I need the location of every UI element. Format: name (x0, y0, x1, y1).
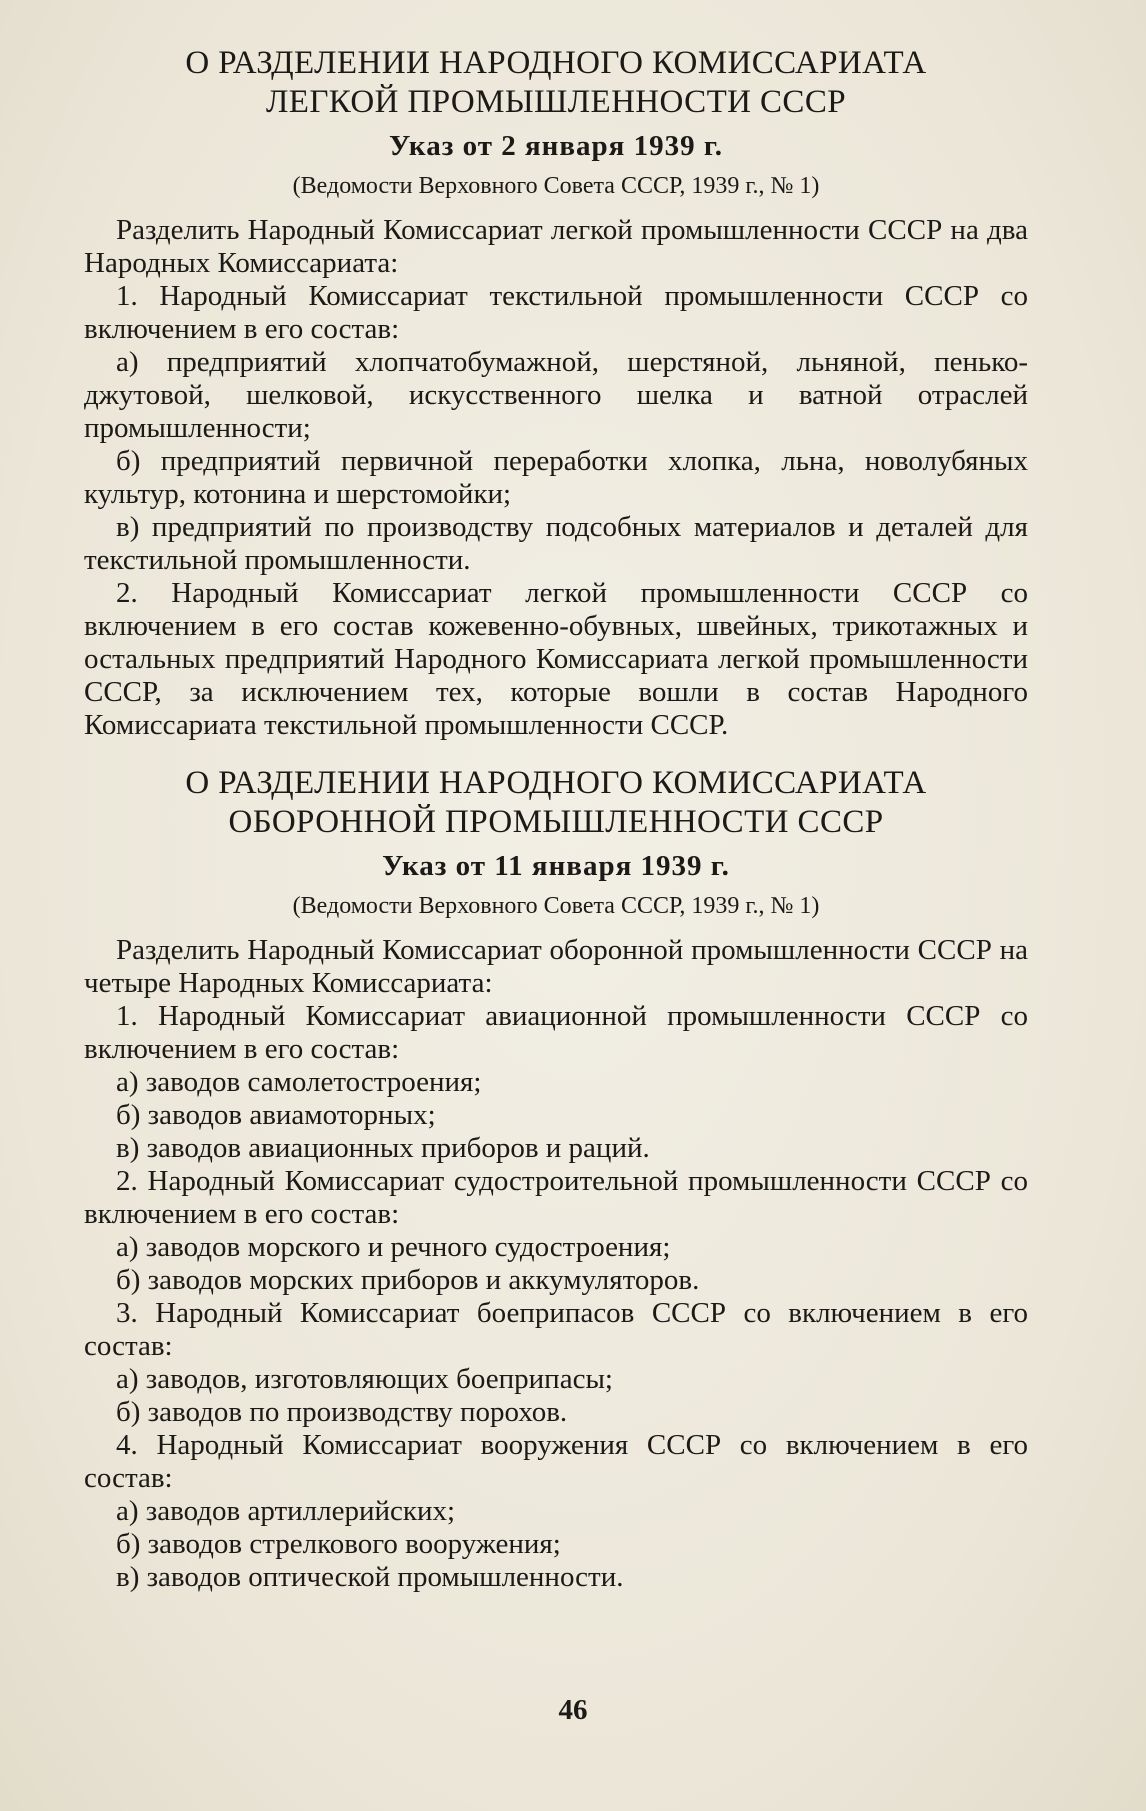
paragraph: б) заводов авиамоторных; (116, 1099, 436, 1131)
section-title (84, 44, 1028, 122)
paragraph: Разделить Народный Комиссариат легкой промышленности СССР на два Народных Комиссариата: (84, 214, 1028, 279)
paragraph: 2. Народный Комиссариат судостроительной промышленности СССР со включением в его состав: (84, 1165, 1028, 1230)
paragraph: б) предприятий первичной переработки хлопка, льна, новолубяных культур, котонина и шерстомойки; (84, 445, 1028, 510)
paragraph: 3. Народный Комиссариат боеприпасов СССР со включением в его состав: (84, 1297, 1028, 1362)
paragraph: Разделить Народный Комиссариат оборонной промышленности СССР на четыре Народных Комиссариата: (84, 934, 1028, 999)
page-content (84, 44, 1028, 1594)
page-number: 46 (558, 1694, 588, 1726)
decree-section-defense-industry (84, 764, 1028, 1594)
section-title (84, 764, 1028, 842)
decree-source: (Ведомости Верховного Совета СССР, 1939 г., № 1) (292, 173, 820, 199)
paragraph: 1. Народный Комиссариат авиационной промышленности СССР со включением в его состав: (84, 1000, 1028, 1065)
paragraph: а) заводов, изготовляющих боеприпасы; (116, 1363, 613, 1395)
paragraph: б) заводов по производству порохов. (116, 1396, 568, 1428)
decree-section-light-industry (84, 44, 1028, 742)
paragraph: в) предприятий по производству подсобных материалов и деталей для текстильной промышленности. (84, 511, 1028, 576)
paragraph: б) заводов стрелкового вооружения; (116, 1528, 561, 1560)
decree-date: Указ от 2 января 1939 г. (389, 130, 723, 162)
section-title-line: ЛЕГКОЙ ПРОМЫШЛЕННОСТИ СССР (265, 84, 847, 120)
paragraph: 2. Народный Комиссариат легкой промышленности СССР со включением в его состав кожевенно-обувных, швейных, трикотажных и остальных предприятий Народного Комиссариата легкой промышленности СССР, за исключением тех, которые вошли в состав Народного Комиссариата текстильной промышленности СССР. (84, 577, 1028, 741)
paragraph: а) заводов самолетостроения; (116, 1066, 482, 1098)
section-title-line: О РАЗДЕЛЕНИИ НАРОДНОГО КОМИССАРИАТА (185, 45, 927, 81)
paragraph: в) заводов авиационных приборов и раций. (116, 1132, 650, 1164)
paragraph: в) заводов оптической промышленности. (116, 1561, 624, 1593)
decree-source: (Ведомости Верховного Совета СССР, 1939 г., № 1) (292, 893, 820, 919)
paragraph: а) заводов артиллерийских; (116, 1495, 456, 1527)
paragraph: а) предприятий хлопчатобумажной, шерстяной, льняной, пенько-джутовой, шелковой, искусственного шелка и ватной отраслей промышленности; (84, 346, 1028, 444)
section-title-line: О РАЗДЕЛЕНИИ НАРОДНОГО КОМИССАРИАТА (185, 765, 927, 801)
section-title-line: ОБОРОННОЙ ПРОМЫШЛЕННОСТИ СССР (228, 804, 884, 840)
paragraph: а) заводов морского и речного судостроения; (116, 1231, 671, 1263)
paragraph: 1. Народный Комиссариат текстильной промышленности СССР со включением в его состав: (84, 280, 1028, 345)
paragraph: 4. Народный Комиссариат вооружения СССР со включением в его состав: (84, 1429, 1028, 1494)
decree-date: Указ от 11 января 1939 г. (382, 850, 730, 882)
paragraph: б) заводов морских приборов и аккумуляторов. (116, 1264, 700, 1296)
